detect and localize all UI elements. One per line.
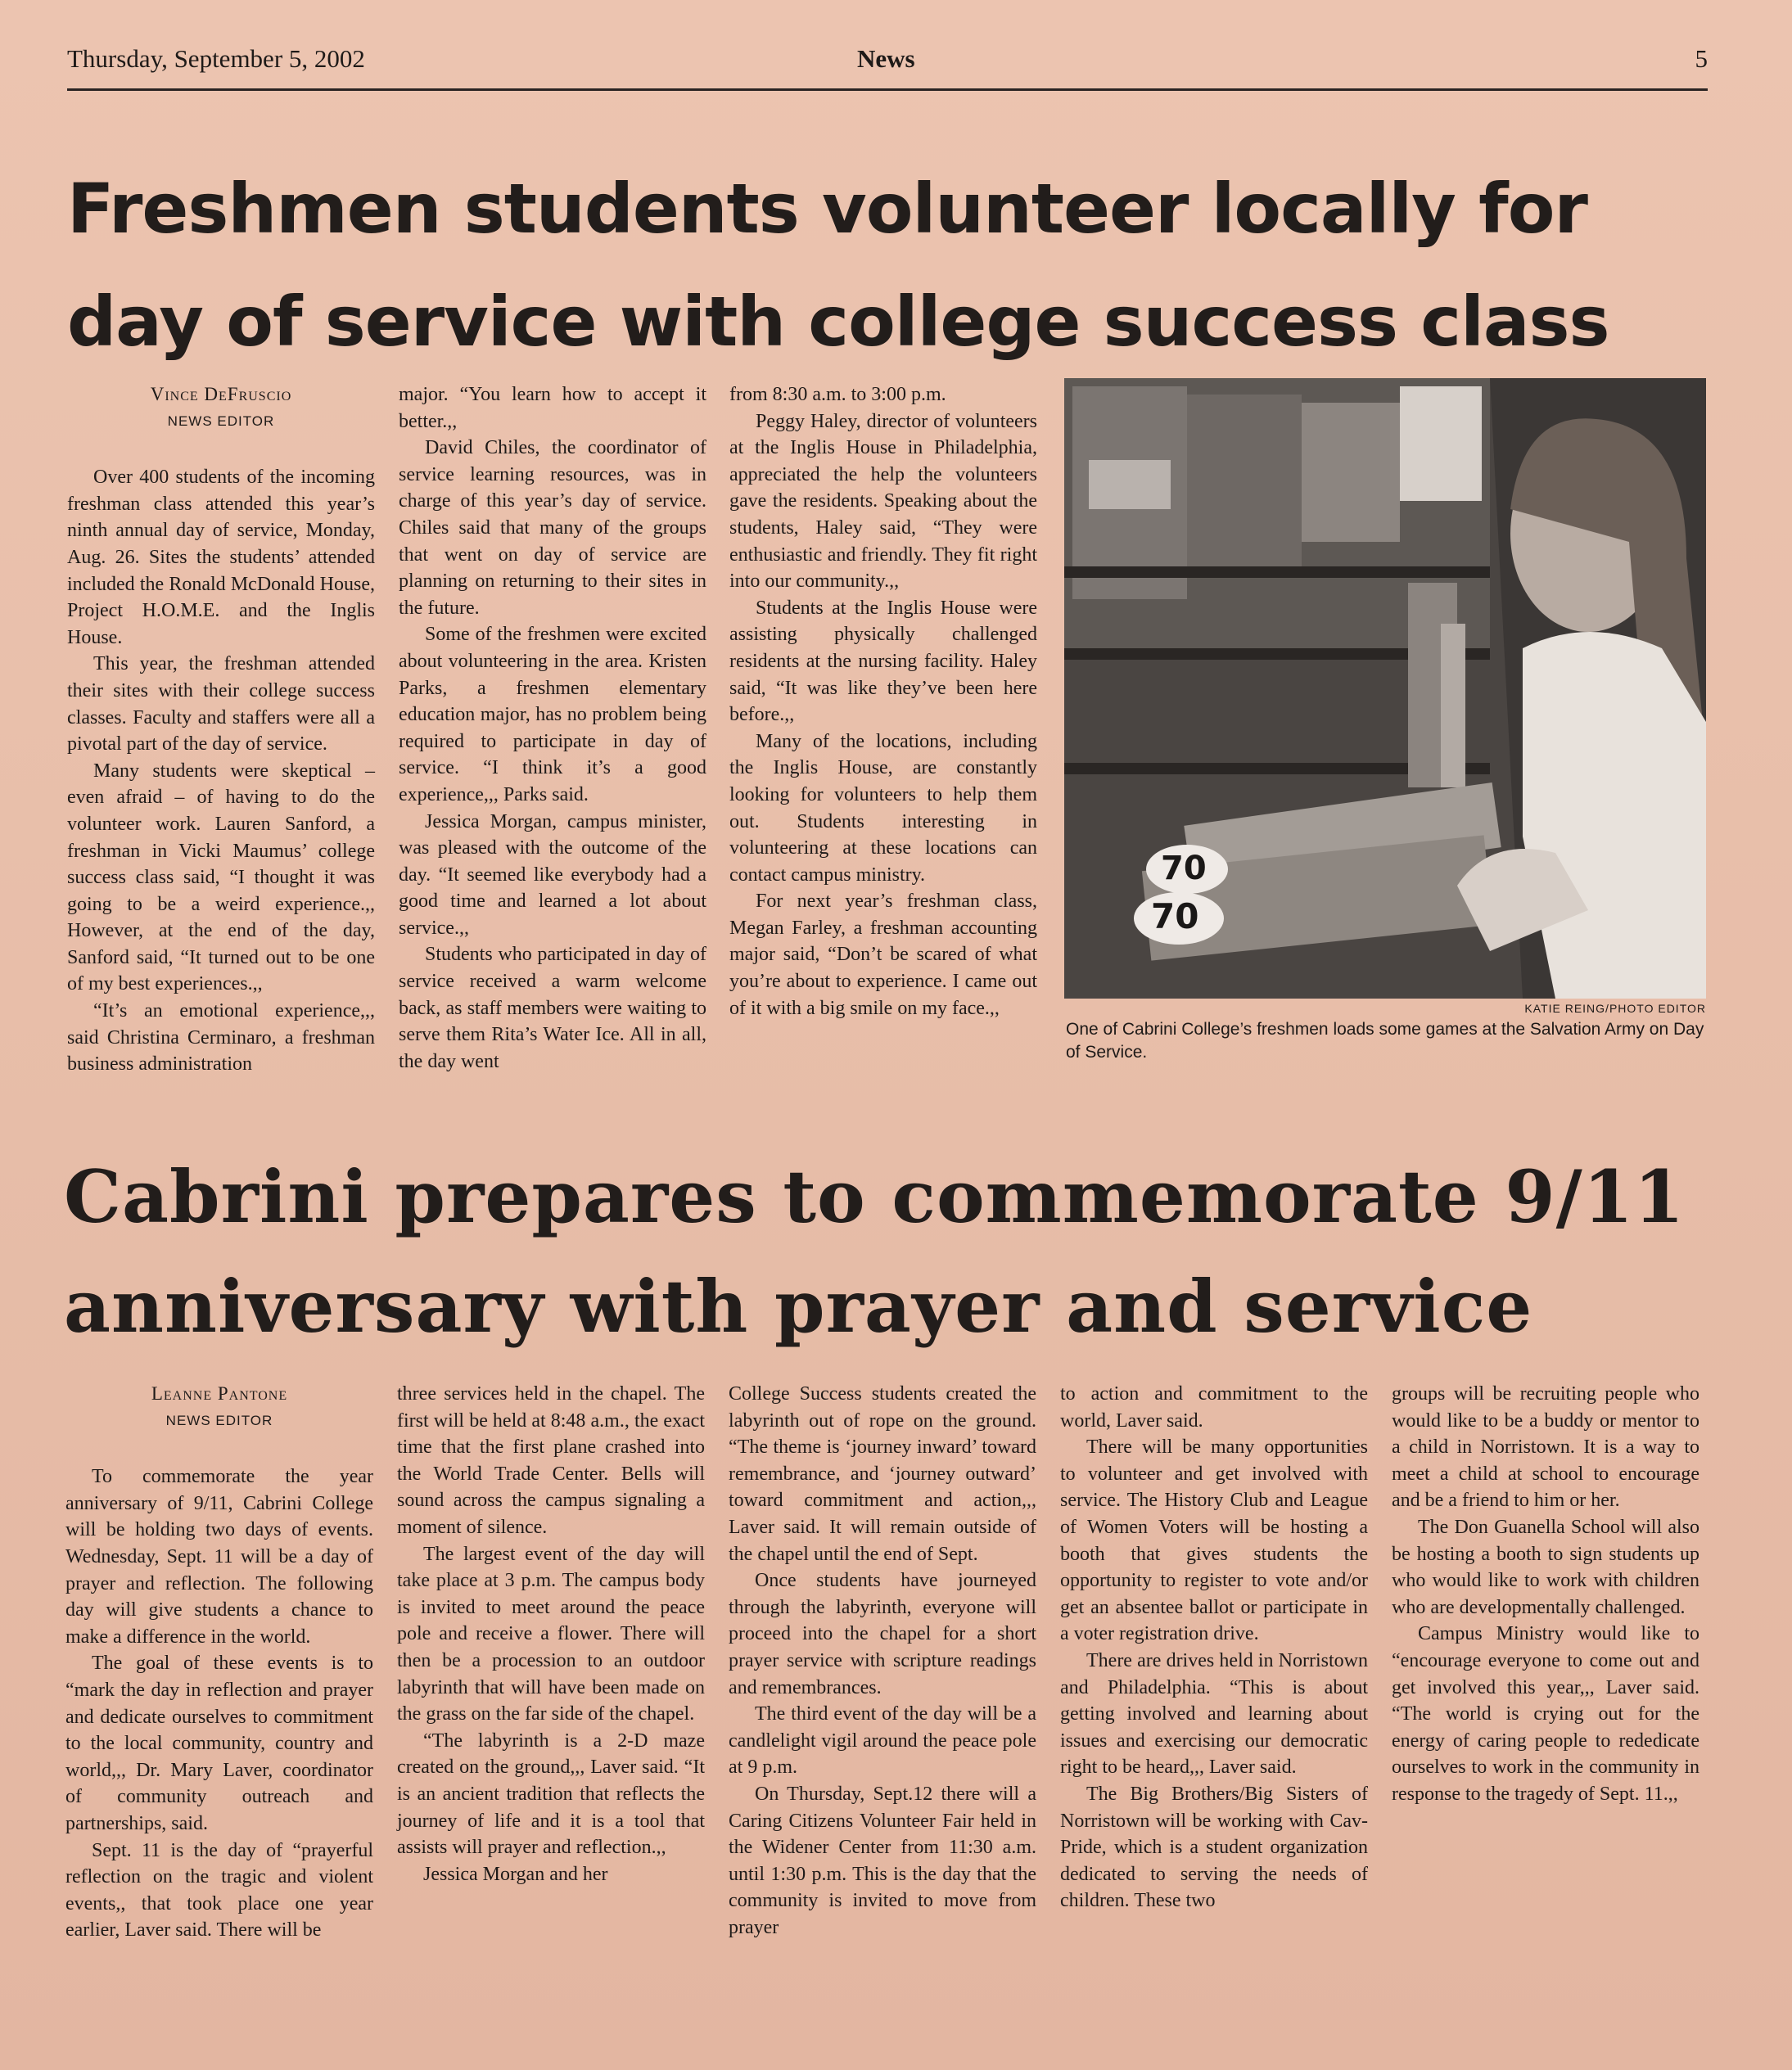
paragraph: to action and commitment to the world, Laver said. [1060, 1383, 1368, 1432]
article1-column-3 [729, 381, 1037, 1021]
photo-illustration [1064, 378, 1706, 999]
article2-column-4 [1060, 1381, 1368, 1914]
paragraph: Peggy Haley, director of volunteers at the Inglis House in Philadelphia, appreciated the help the volunteers gave the residents. Speaking about the students, Haley said, “They were enthusiastic and friendly. They fit right into our community.,, [729, 410, 1037, 593]
paragraph: On Thursday, Sept.12 there will a Caring Citizens Volunteer Fair held in the Widener Center from 11:30 a.m. until 1:30 p.m. This is the day that the community is invited to move from prayer [729, 1783, 1036, 1938]
photo-box-text: 70 [1161, 850, 1207, 887]
paragraph: Many of the locations, including the Inglis House, are constantly looking for volunteers to help them out. Students interesting in volunteering at these locations can contact campus ministry. [729, 730, 1037, 886]
byline-name: Vince DeFruscio [150, 384, 292, 404]
paragraph: from 8:30 a.m. to 3:00 p.m. [729, 384, 946, 405]
paragraph: College Success students created the labyrinth out of rope on the ground. “The theme is ‘journey inward’ toward remembrance, and ‘journey outward’ toward commitment and action,,, Laver said. It will remain outside of the chapel until the end of Sept. [729, 1383, 1036, 1565]
paragraph: There will be many opportunities to volunteer and get involved with service. The History Club and League of Women Voters will be hosting a booth that gives students the opportunity to register to vote and/or get an absentee ballot or participate in a voter registration drive. [1060, 1436, 1368, 1645]
paragraph: To commemorate the year anniversary of 9/11, Cabrini College will be holding two days of events. Wednesday, Sept. 11 will be a day of prayer and reflection. The following day will give students a chance to make a difference in the world. [65, 1466, 373, 1648]
photo-credit: KATIE REING/PHOTO EDITOR [1524, 1002, 1706, 1015]
byline-role: NEWS EDITOR [165, 1412, 273, 1428]
paragraph: “It’s an emotional experience,,, said Christina Cerminaro, a freshman business administration [67, 1000, 375, 1076]
paragraph: Campus Ministry would like to “encourage everyone to come out and get involved this year,,, Laver said. “The world is crying out for the energy of caring people to rededicate ourselves to work in the community in response to the tragedy of Sept. 11.,, [1392, 1623, 1699, 1805]
byline-name: Leanne Pantone [151, 1383, 288, 1404]
article1-byline [67, 381, 375, 435]
article2-headline: Cabrini prepares to commemorate 9/11 anniversary with prayer and service [64, 1154, 1686, 1349]
article2-column-1 [65, 1381, 373, 1944]
paragraph: This year, the freshman attended their sites with their college success classes. Faculty and staffers were all a pivotal part of the day of service. [67, 653, 375, 755]
article2-column-5 [1392, 1381, 1699, 1808]
page-header [67, 41, 1708, 90]
paragraph: There are drives held in Norristown and Philadelphia. “This is about getting involved and learning about issues and exercising our democratic right to be heard,,, Laver said. [1060, 1649, 1368, 1779]
article2-byline [65, 1381, 373, 1434]
paragraph: three services held in the chapel. The first will be held at 8:48 a.m., the exact time that the first plane crashed into the World Trade Center. Bells will sound across the campus signaling a moment of silence. [397, 1383, 705, 1538]
article1-column-1 [67, 381, 375, 1078]
photo-box-text: 70 [1151, 896, 1199, 936]
paragraph: Once students have journeyed through the labyrinth, everyone will proceed into the chapel for a short prayer service with scripture readings and remembrances. [729, 1570, 1036, 1698]
paragraph: Jessica Morgan, campus minister, was pleased with the outcome of the day. “It seemed like everybody had a good time and learned a lot about service.,, [399, 810, 706, 939]
paragraph: “The labyrinth is a 2-D maze created on the ground,,, Laver said. “It is an ancient tradition that reflects the journey of life and it is a tool that assists will prayer and reflection.,, [397, 1730, 705, 1859]
paragraph: Over 400 students of the incoming freshman class attended this year’s ninth annual day of service, Monday, Aug. 26. Sites the students’ attended included the Ronald McDonald House, Project H.O.M.E. and the Inglis House. [67, 467, 375, 648]
paragraph: major. “You learn how to accept it better.,, [399, 384, 706, 432]
page-number: 5 [1695, 44, 1708, 73]
paragraph: The third event of the day will be a candlelight vigil around the peace pole at 9 p.m. [729, 1703, 1036, 1779]
article1-column-2 [399, 381, 706, 1075]
paragraph: The goal of these events is to “mark the day in reflection and prayer and dedicate ourselves to commitment to the local community, country and world,,, Dr. Mary Laver, coordinator of community outreach and partnerships, said. [65, 1653, 373, 1834]
paragraph: Sept. 11 is the day of “prayerful reflection on the tragic and violent events,, that took place one year earlier, Laver said. There will be [65, 1839, 373, 1941]
article2-column-2 [397, 1381, 705, 1887]
byline-role: NEWS EDITOR [167, 413, 275, 429]
paragraph: The Big Brothers/Big Sisters of Norristown will be working with Cav-Pride, which is a student organization dedicated to serving the needs of children. These two [1060, 1783, 1368, 1912]
article2-column-3 [729, 1381, 1036, 1941]
paragraph: The largest event of the day will take place at 3 p.m. The campus body is invited to meet around the peace pole and receive a flower. There will then be a procession to an outdoor labyrinth that will have been made on the grass on the far side of the chapel. [397, 1543, 705, 1725]
paragraph: The Don Guanella School will also be hosting a booth to sign students up who would like to work with children who are developmentally challenged. [1392, 1516, 1699, 1618]
section-name: News [857, 44, 915, 73]
photo-caption: One of Cabrini College’s freshmen loads some games at the Salvation Army on Day of Service. [1066, 1020, 1704, 1062]
paragraph: Many students were skeptical – even afraid – of having to do the volunteer work. Lauren Sanford, a freshman in Vicki Maumus’ college success class said, “I thought it was going to be a weird experience.,, However, at the end of the day, Sanford said, “It turned out to be one of my best experiences.,, [67, 760, 375, 995]
paragraph: Jessica Morgan and her [423, 1863, 608, 1885]
paragraph: David Chiles, the coordinator of service learning resources, was in charge of this year’s day of service. Chiles said that many of the groups that went on day of service are planning on returning to their sites in the future. [399, 437, 706, 619]
article1-headline: Freshmen students volunteer locally for day of service with college success class [67, 169, 1609, 362]
paragraph: Students who participated in day of service received a warm welcome back, as staff members were waiting to serve them Rita’s Water Ice. All in all, the day went [399, 944, 706, 1072]
header-rule [67, 88, 1708, 91]
paragraph: For next year’s freshman class, Megan Farley, a freshman accounting major said, “Don’t be scared of what you’re about to experience. I came out of it with a big smile on my face.,, [729, 891, 1037, 1019]
paragraph: Students at the Inglis House were assisting physically challenged residents at the nursing facility. Haley said, “It was like they’ve been here before.,, [729, 597, 1037, 726]
article1-photo [1064, 378, 1706, 999]
paragraph: Some of the freshmen were excited about volunteering in the area. Kristen Parks, a freshmen elementary education major, has no problem being required to participate in day of service. “I think it’s a good experience,,, Parks said. [399, 624, 706, 805]
paragraph: groups will be recruiting people who would like to be a buddy or mentor to a child in Norristown. It is a way to meet a child at school to encourage and be a friend to him or her. [1392, 1383, 1699, 1512]
issue-date: Thursday, September 5, 2002 [67, 44, 365, 73]
